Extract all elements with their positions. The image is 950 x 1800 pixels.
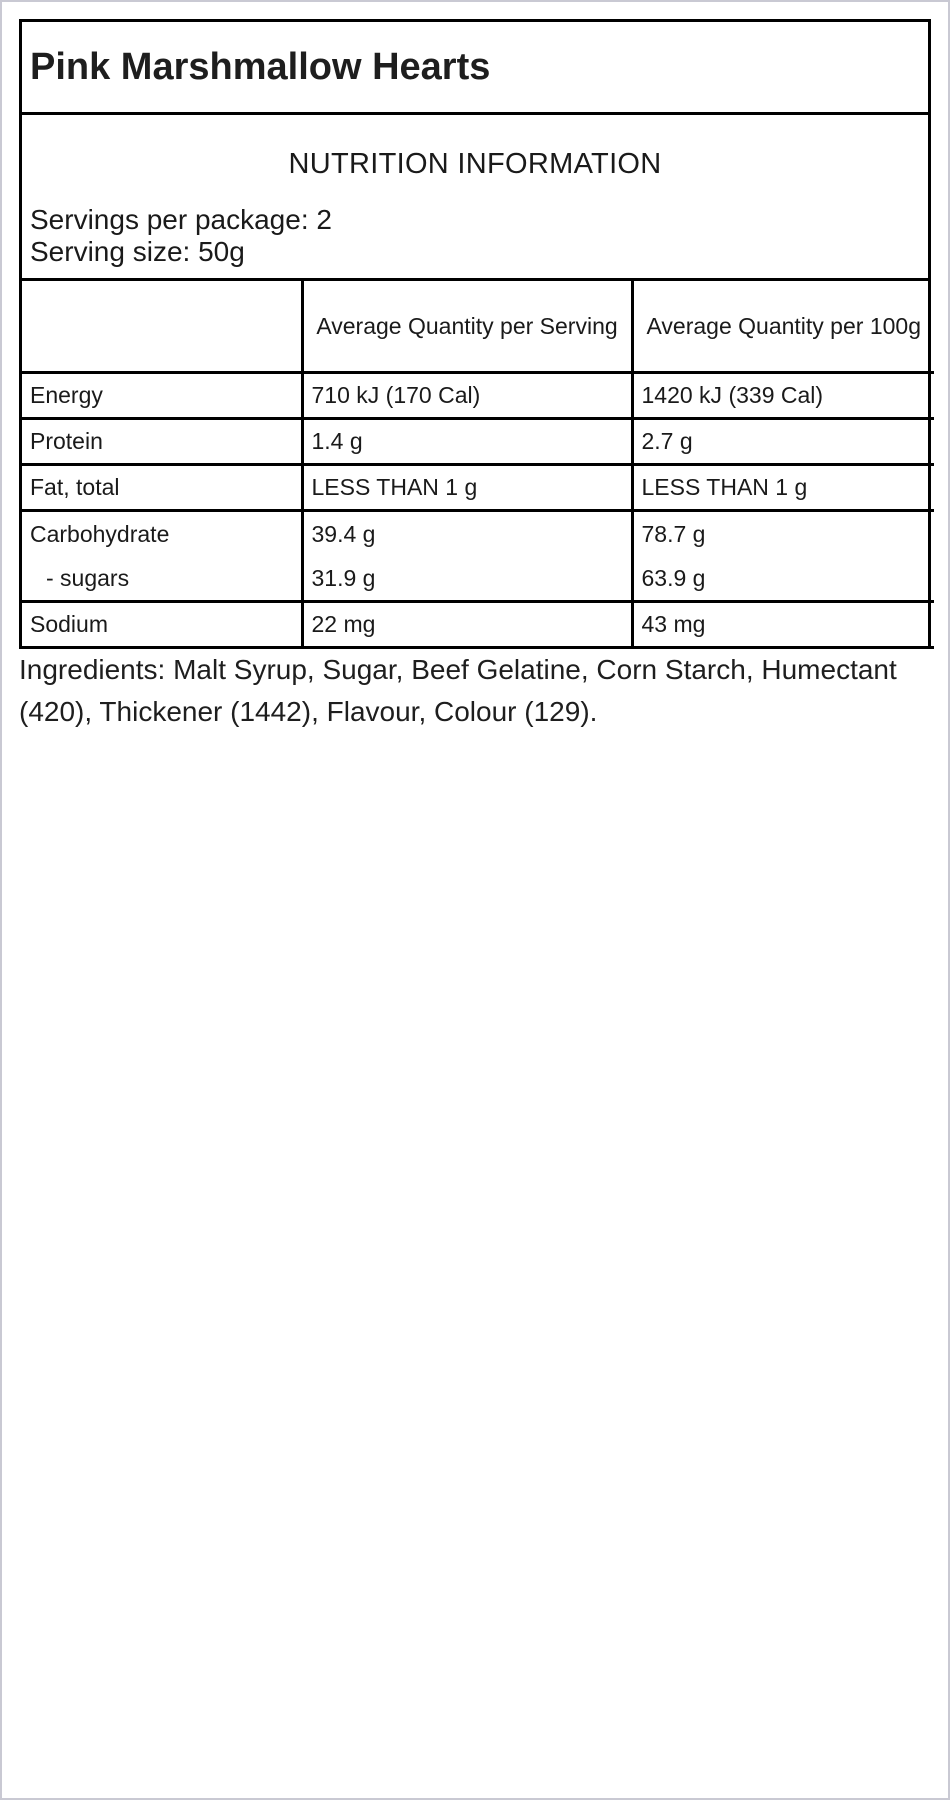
per-serving-value: 22 mg: [302, 601, 632, 647]
header-per-serving: Average Quantity per Serving: [302, 281, 632, 372]
nutrient-name: Protein: [22, 418, 302, 464]
sub-nutrient-name: - sugars: [46, 564, 130, 591]
per-serving-value: 1.4 g: [302, 418, 632, 464]
header-nutrient: [22, 281, 302, 372]
table-row-carbohydrate: [22, 510, 934, 601]
ingredients-text: Ingredients: Malt Syrup, Sugar, Beef Gelatine, Corn Starch, Humectant (420), Thickener (1442), Flavour, Colour (129).: [19, 654, 897, 727]
per-serving-value: 39.4 g: [311, 520, 376, 547]
per-100g-value: 78.7 g: [641, 520, 706, 547]
table-row-sodium: [22, 601, 934, 647]
servings-per-package: Servings per package: 2: [30, 204, 332, 235]
header-per-100g: Average Quantity per 100g: [632, 281, 934, 372]
nutrient-name: Energy: [22, 372, 302, 418]
per-100g-value: 43 mg: [632, 601, 934, 647]
nutrition-heading: NUTRITION INFORMATION: [288, 148, 662, 180]
per-serving-value: LESS THAN 1 g: [302, 464, 632, 510]
table-row-protein: [22, 418, 934, 464]
per-serving-cell: [302, 510, 632, 601]
table-header-row: [22, 281, 934, 372]
sub-per-serving-value: 31.9 g: [311, 564, 376, 591]
product-title: Pink Marshmallow Hearts: [30, 45, 491, 88]
nutrition-table: [22, 281, 934, 649]
nutrient-name: Fat, total: [22, 464, 302, 510]
nutrient-name: Sodium: [22, 601, 302, 647]
per-serving-value: 710 kJ (170 Cal): [302, 372, 632, 418]
title-box: [22, 22, 928, 115]
nutrition-panel: [19, 19, 931, 649]
nutrient-name-cell: [22, 510, 302, 601]
per-100g-value: LESS THAN 1 g: [632, 464, 934, 510]
table-row-fat: [22, 464, 934, 510]
sub-per-100g-value: 63.9 g: [641, 564, 706, 591]
nutrient-name: Carbohydrate: [30, 520, 170, 547]
nutrition-info-box: [22, 115, 928, 281]
per-100g-value: 1420 kJ (339 Cal): [632, 372, 934, 418]
serving-details: [30, 204, 332, 268]
serving-size: Serving size: 50g: [30, 236, 245, 267]
per-100g-value: 2.7 g: [632, 418, 934, 464]
per-100g-cell: [632, 510, 934, 601]
table-row-energy: [22, 372, 934, 418]
